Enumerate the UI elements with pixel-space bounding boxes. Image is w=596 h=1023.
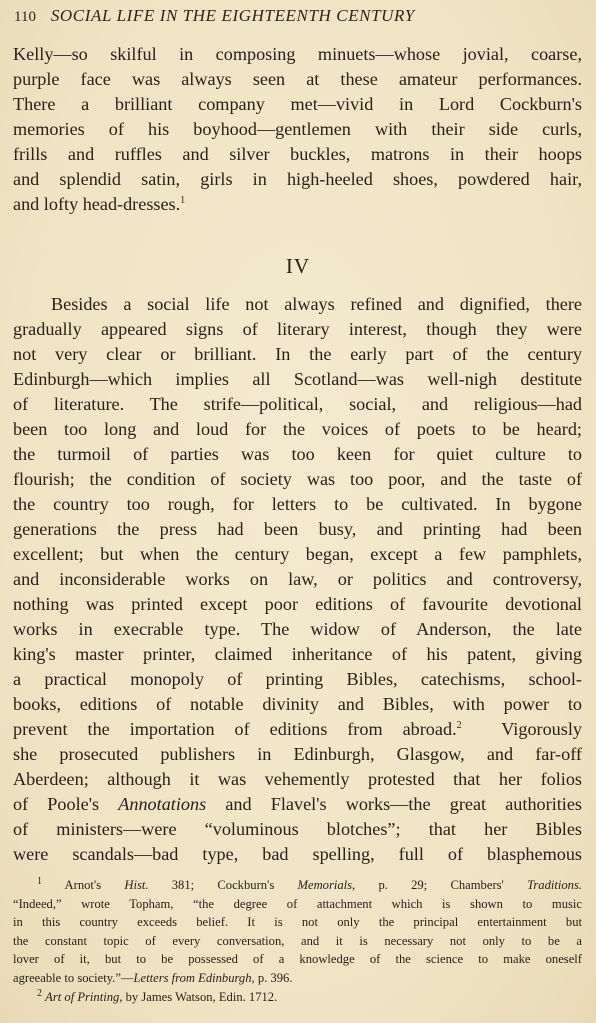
text-line: she prosecuted publishers in Edinburgh, Glasgow, and far-off (13, 744, 582, 764)
text-line (13, 717, 582, 742)
text-fragment: Vigorously (461, 719, 583, 739)
text-fragment: p. 29; Chambers' (355, 878, 528, 892)
text-line: purple face was always seen at these amateur performances. (13, 69, 582, 89)
main-paragraph (13, 292, 582, 867)
text-fragment: 381; Cockburn's (148, 878, 298, 892)
footnotes (13, 876, 582, 1006)
text-line: books, editions of notable divinity and Bibles, with power to (13, 694, 582, 714)
italic-title: Art of Printing, (45, 989, 123, 1004)
text-line: the country too rough, for letters to be cultivated. In bygone (13, 494, 582, 514)
page-number: 110 (14, 9, 36, 25)
text-fragment: agreeable to society.”— (13, 970, 134, 985)
text-line: of ministers—were “voluminous blotches”; that her Bibles (13, 819, 582, 839)
text-line: Edinburgh—which implies all Scotland—was well-nigh destitute (13, 369, 582, 389)
text-line: nothing was printed except poor editions of favourite devotional (13, 594, 582, 614)
text-line (13, 792, 582, 817)
text-line: Aberdeen; although it was vehemently protested that her folios (13, 769, 582, 789)
text-line: excellent; but when the century began, except a few pamphlets, (13, 544, 582, 564)
italic-title: Traditions. (527, 878, 583, 892)
text-fragment: prevent the importation of editions from abroad. (13, 719, 457, 739)
text-line: and splendid satin, girls in high-heeled shoes, powdered hair, (13, 169, 582, 189)
text-fragment: of Poole's (13, 794, 119, 814)
text-fragment: and lofty head-dresses. (13, 194, 181, 214)
text-line: generations the press had been busy, and printing had been (13, 519, 582, 539)
text-line: gradually appeared signs of literary interest, though they were (13, 319, 582, 339)
footnote-line (13, 876, 582, 895)
italic-title: Annotations (118, 794, 207, 814)
text-line: Besides a social life not always refined and dignified, there (51, 294, 582, 314)
italic-title: Letters from Edinburgh, (133, 970, 255, 985)
footnote-line: the constant topic of every conversation, and it is necessary not only to be a (13, 933, 582, 948)
text-line: of literature. The strife—political, social, and religious—had (13, 394, 582, 414)
text-line: Kelly—so skilful in composing minuets—whose jovial, coarse, (13, 44, 582, 64)
top-paragraph (13, 42, 582, 217)
footnote-line (13, 969, 582, 988)
footnote-ref: 1 (180, 194, 186, 206)
text-fragment: by James Watson, Edin. 1712. (122, 989, 278, 1004)
footnote-marker: 2 (37, 987, 42, 999)
footnote-line: in this country exceeds belief. It is not only the principal entertainment but (13, 915, 582, 930)
footnote-marker: 1 (37, 875, 42, 887)
text-fragment: p. 396. (254, 970, 293, 985)
footnote-line: “Indeed,” wrote Topham, “the degree of attachment which is shown to music (13, 896, 582, 911)
footnote-ref: 2 (456, 719, 462, 731)
text-line: and inconsiderable works on law, or politics and controversy, (13, 569, 582, 589)
text-line: works in execrable type. The widow of Anderson, the late (13, 619, 582, 639)
text-line: been too long and loud for the voices of poets to be heard; (13, 419, 582, 439)
italic-title: Memorials, (297, 878, 356, 892)
text-line: flourish; the condition of society was too poor, and the taste of (13, 469, 582, 489)
text-line: were scandals—bad type, bad spelling, full of blasphemous (13, 844, 582, 864)
text-line: the turmoil of parties was too keen for quiet culture to (13, 444, 582, 464)
text-line (13, 192, 582, 217)
footnote-line: lover of it, but to be possessed of a knowledge of the science to make oneself (13, 952, 582, 967)
italic-title: Hist. (124, 878, 149, 892)
section-heading: IV (285, 254, 311, 278)
text-fragment: Arnot's (42, 878, 125, 892)
footnote-line (13, 988, 582, 1007)
running-title: SOCIAL LIFE IN THE EIGHTEENTH CENTURY (50, 6, 415, 25)
text-line: king's master printer, claimed inheritance of his patent, giving (13, 644, 582, 664)
text-line: memories of his boyhood—gentlemen with their side curls, (13, 119, 582, 139)
text-fragment: and Flavel's works—the great authorities (206, 794, 583, 814)
text-line: frills and ruffles and silver buckles, matrons in their hoops (13, 144, 582, 164)
text-line: There a brilliant company met—vivid in Lord Cockburn's (13, 94, 582, 114)
text-line: not very clear or brilliant. In the early part of the century (13, 344, 582, 364)
text-line: a practical monopoly of printing Bibles, catechisms, school- (13, 669, 582, 689)
running-header (14, 6, 584, 28)
